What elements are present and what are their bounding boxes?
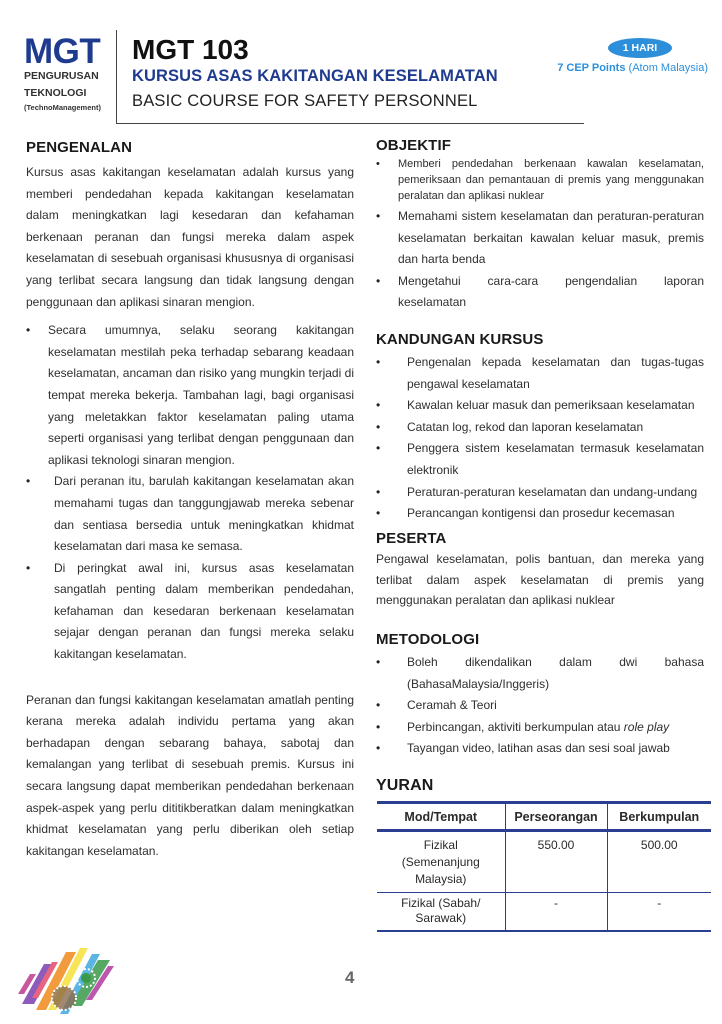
cep-points	[557, 62, 708, 74]
metodologi-list	[376, 652, 704, 760]
bullet-icon: •	[26, 474, 31, 489]
pengenalan-intro: Kursus asas kakitangan keselamatan adalah kursus yang memberi pendedahan kepada kakitangan keselamatan dalam meningkatkan lagi kesedaran dan kefahaman berkenaan peranan dan fungsi mereka dalam aspek keselamatan di sesebuah organisasi khususnya di organisasi yang terlibat secara langsung dan tidak langsung dengan penggunaan dan aplikasi sinaran mengion.	[26, 165, 354, 309]
right-column	[376, 136, 704, 932]
kandungan-list	[376, 352, 704, 525]
list-item: • Perancangan kontigensi dan prosedur kecemasan	[376, 503, 704, 525]
logo-line-2: TEKNOLOGI	[24, 87, 87, 99]
bullet-icon: •	[376, 354, 381, 369]
list-item: • Memahami sistem keselamatan dan peraturan-peraturan keselamatan berkaitan kawalan keluar masuk, premis dan harta benda	[376, 206, 704, 271]
list-item: • Mengetahui cara-cara pengendalian laporan keselamatan	[376, 271, 704, 314]
section-heading-peserta: PESERTA	[376, 529, 447, 547]
bullet-icon: •	[376, 209, 381, 223]
bullet-icon: •	[376, 398, 381, 413]
list-item: • Di peringkat awal ini, kursus asas keselamatan sangatlah penting dalam memberikan pendedahan, kefahaman dan kesedaran berkenaan keselamatan sejajar dengan peranan dan fungsi mereka selaku kakitangan keselamatan.	[26, 558, 354, 666]
cep-points-source: (Atom Malaysia)	[628, 62, 708, 74]
section-heading-metodologi: METODOLOGI	[376, 631, 480, 649]
course-title-malay: KURSUS ASAS KAKITANGAN KESELAMATAN	[132, 67, 498, 85]
bullet-icon: •	[376, 698, 381, 713]
duration-badge: 1 HARI	[608, 38, 672, 58]
list-item: • Tayangan video, latihan asas dan sesi soal jawab	[376, 738, 704, 760]
course-title-english: BASIC COURSE FOR SAFETY PERSONNEL	[132, 92, 478, 110]
cell-mode: Fizikal (Semenanjung Malaysia)	[377, 831, 505, 893]
page-number: 4	[345, 968, 355, 987]
bullet-icon: •	[376, 273, 381, 288]
section-heading-yuran: YURAN	[376, 777, 434, 795]
left-column	[26, 138, 354, 862]
bullet-icon: •	[376, 484, 381, 499]
pengenalan-closing: Peranan dan fungsi kakitangan keselamatan amatlah penting kerana mereka adalah individu pertama yang akan berhadapan dengan sebarang bahaya, sabotaj dan kemalangan yang terlibat di sesebuah premis. Kursus ini secara langsung dapat memberikan pendedahan berkenaan aspek-aspek yang perlu dititikberatkan dalam meningkatkan khidmat keselamatan yang perlu diberikan oleh setiap kakitangan keselamatan.	[26, 692, 354, 858]
bullet-icon: •	[376, 655, 381, 670]
table-row	[377, 893, 711, 931]
list-item: • Peraturan-peraturan keselamatan dan undang-undang	[376, 482, 704, 504]
cell-group-fee: 500.00	[607, 831, 711, 893]
list-item: • Kawalan keluar masuk dan pemeriksaan keselamatan	[376, 395, 704, 417]
column-header-mode: Mod/Tempat	[377, 803, 505, 831]
mgt-logo	[24, 32, 120, 114]
list-item: • Penggera sistem keselamatan termasuk keselamatan elektronik	[376, 438, 704, 481]
logo-line-1: PENGURUSAN	[24, 70, 99, 82]
list-item: • Catatan log, rekod dan laporan keselamatan	[376, 417, 704, 439]
section-heading-objektif: OBJEKTIF	[376, 137, 451, 154]
bullet-icon: •	[26, 560, 31, 575]
list-item: • Pengenalan kepada keselamatan dan tugas-tugas pengawal keselamatan	[376, 352, 704, 395]
table-row	[377, 831, 711, 893]
cell-mode: Fizikal (Sabah/ Sarawak)	[377, 893, 505, 931]
cell-individual-fee: -	[505, 893, 607, 931]
objektif-list	[376, 156, 704, 314]
cep-points-value: 7 CEP Points	[557, 62, 626, 74]
fees-table-header	[377, 803, 711, 831]
list-item: • Secara umumnya, selaku seorang kakitangan keselamatan mestilah peka terhadap sebarang keadaan keselamatan, ancaman dan risiko yang mungkin terjadi di tempat mereka bekerja. Tambahan lagi, bagi organisasi yang meletakkan faktor keselamatan paling utama seperti organisasi yang terlibat dengan penggunaan dan aplikasi teknologi sinaran mengion.	[26, 320, 354, 471]
bullet-icon: •	[376, 441, 381, 456]
bullet-icon: •	[376, 741, 381, 756]
bullet-icon: •	[26, 323, 31, 338]
list-item: • Memberi pendedahan berkenaan kawalan keselamatan, pemeriksaan dan pemantauan di premis yang menggunakan peralatan dan aplikasi nuklear	[376, 158, 704, 202]
bullet-icon: •	[376, 158, 380, 170]
bullet-icon: •	[376, 719, 381, 734]
bullet-icon: •	[376, 419, 381, 434]
logo-abbreviation: MGT	[24, 32, 101, 71]
pengenalan-bullets	[26, 320, 354, 666]
cell-individual-fee: 550.00	[505, 831, 607, 893]
list-item: • Perbincangan, aktiviti berkumpulan atau role play	[376, 717, 704, 739]
column-header-individual: Perseorangan	[505, 803, 607, 831]
cell-group-fee: -	[607, 893, 711, 931]
section-heading-pengenalan: PENGENALAN	[26, 139, 133, 156]
list-item: • Dari peranan itu, barulah kakitangan keselamatan akan memahami tugas dan tanggungjawab mereka sebenar dan sentiasa bersedia untuk meningkatkan khidmat keselamatan dari masa ke semasa.	[26, 471, 354, 557]
peserta-text: Pengawal keselamatan, polis bantuan, dan mereka yang terlibat dalam aspek keselamatan di premis yang menggunakan peralatan dan aplikasi nuklear	[376, 551, 704, 608]
bullet-icon: •	[376, 506, 381, 521]
section-heading-kandungan: KANDUNGAN KURSUS	[376, 330, 544, 348]
logo-line-3: (TechnoManagement)	[24, 103, 101, 112]
column-header-group: Berkumpulan	[607, 803, 711, 831]
list-item: • Ceramah & Teori	[376, 695, 704, 717]
fees-table	[377, 801, 711, 932]
colorful-gears-graphic-icon	[14, 944, 122, 1016]
list-item: • Boleh dikendalikan dalam dwi bahasa (BahasaMalaysia/Inggeris)	[376, 652, 704, 695]
course-code: MGT 103	[132, 34, 249, 65]
